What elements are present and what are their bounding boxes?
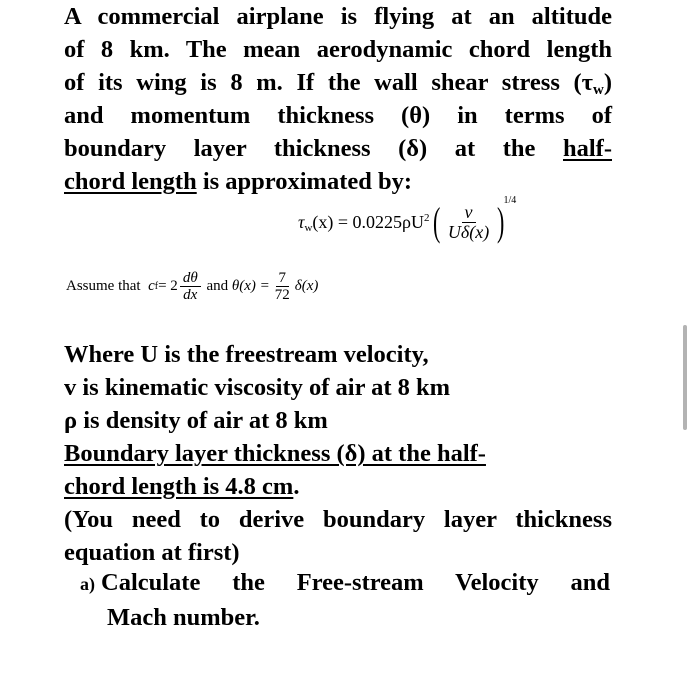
- eq2-delta-x: δ(x): [294, 278, 319, 294]
- wall-shear-stress-equation: [298, 194, 517, 244]
- eq2-assume-label: Assume that: [66, 278, 141, 294]
- body-line-6: (You need to derive boundary layer thickness: [64, 506, 612, 533]
- body-line-7: equation at first): [64, 539, 240, 566]
- eq1-u-squared: 2: [424, 211, 430, 224]
- definitions-block: [64, 338, 612, 569]
- eq2-dtheta: dθ: [180, 270, 201, 287]
- eq2-theta-lhs: θ(x) =: [231, 278, 270, 294]
- eq2-seven: 7: [276, 270, 290, 287]
- eq1-tau: τ: [298, 211, 305, 232]
- question-a-text-1: Calculate the Free-stream Velocity and: [101, 569, 610, 596]
- body-line-2: v is kinematic viscosity of air at 8 km: [64, 374, 451, 401]
- intro-line-3b: ): [603, 69, 612, 96]
- eq1-right-paren: ): [497, 199, 505, 244]
- eq1-numerator: ν: [462, 203, 476, 223]
- eq2-dx: dx: [183, 287, 198, 303]
- half-chord-underline-1: half-: [563, 135, 612, 162]
- intro-line-6-plain: is approximated by:: [196, 168, 413, 195]
- eq1-exponent: 1/4: [503, 194, 517, 206]
- problem-statement: [64, 0, 612, 198]
- question-a-line-1: [80, 566, 610, 601]
- question-a: [80, 566, 610, 634]
- eq2-cf: c: [148, 278, 155, 294]
- body-line-5-tail: .: [293, 473, 300, 500]
- eq2-derivative: [180, 270, 201, 303]
- boundary-layer-underline-1: Boundary layer thickness (δ) at the half-: [64, 440, 486, 467]
- eq1-left-paren: (: [432, 199, 440, 244]
- body-line-5: [64, 470, 612, 503]
- eq2-and: and: [206, 278, 229, 294]
- eq1-lhs-arg: (x) = 0.0225ρU: [312, 211, 425, 232]
- tau-subscript: w: [592, 82, 604, 98]
- scrollbar-thumb[interactable]: [683, 325, 687, 430]
- intro-line-3a: of its wing is 8 m. If the wall shear stress (τ: [64, 69, 593, 96]
- eq1-tau-sub: w: [304, 221, 313, 234]
- body-line-4: [64, 437, 612, 470]
- eq1-denominator: Uδ(x): [447, 221, 490, 242]
- question-a-marker: a): [80, 574, 95, 594]
- half-chord-underline-2: chord length: [64, 168, 197, 195]
- eq1-fraction: [445, 203, 492, 242]
- intro-line-5: [64, 132, 612, 165]
- boundary-layer-underline-2: chord length is 4.8 cm: [64, 473, 294, 500]
- intro-line-5-plain: boundary layer thickness (δ) at the: [64, 135, 563, 162]
- intro-line-2: of 8 km. The mean aerodynamic chord length: [64, 36, 612, 63]
- body-line-3: ρ is density of air at 8 km: [64, 407, 328, 434]
- eq2-seven-over-seventy-two: [272, 270, 293, 303]
- question-a-line-2: Mach number.: [107, 604, 260, 631]
- eq2-equals-two: = 2: [158, 278, 178, 294]
- intro-line-3: [64, 66, 612, 99]
- intro-line-4: and momentum thickness (θ) in terms of: [64, 102, 612, 129]
- intro-line-1: A commercial airplane is flying at an altitude: [64, 3, 612, 30]
- intro-line-6: [64, 165, 612, 198]
- body-line-1: Where U is the freestream velocity,: [64, 341, 429, 368]
- assumption-equations: Assume that c f = 2 $\frac{d\theta}{dx}$ and θ(x) = $\frac{7}{72}$ δ(x): [66, 270, 319, 303]
- eq2-seventy-two: 72: [274, 287, 290, 303]
